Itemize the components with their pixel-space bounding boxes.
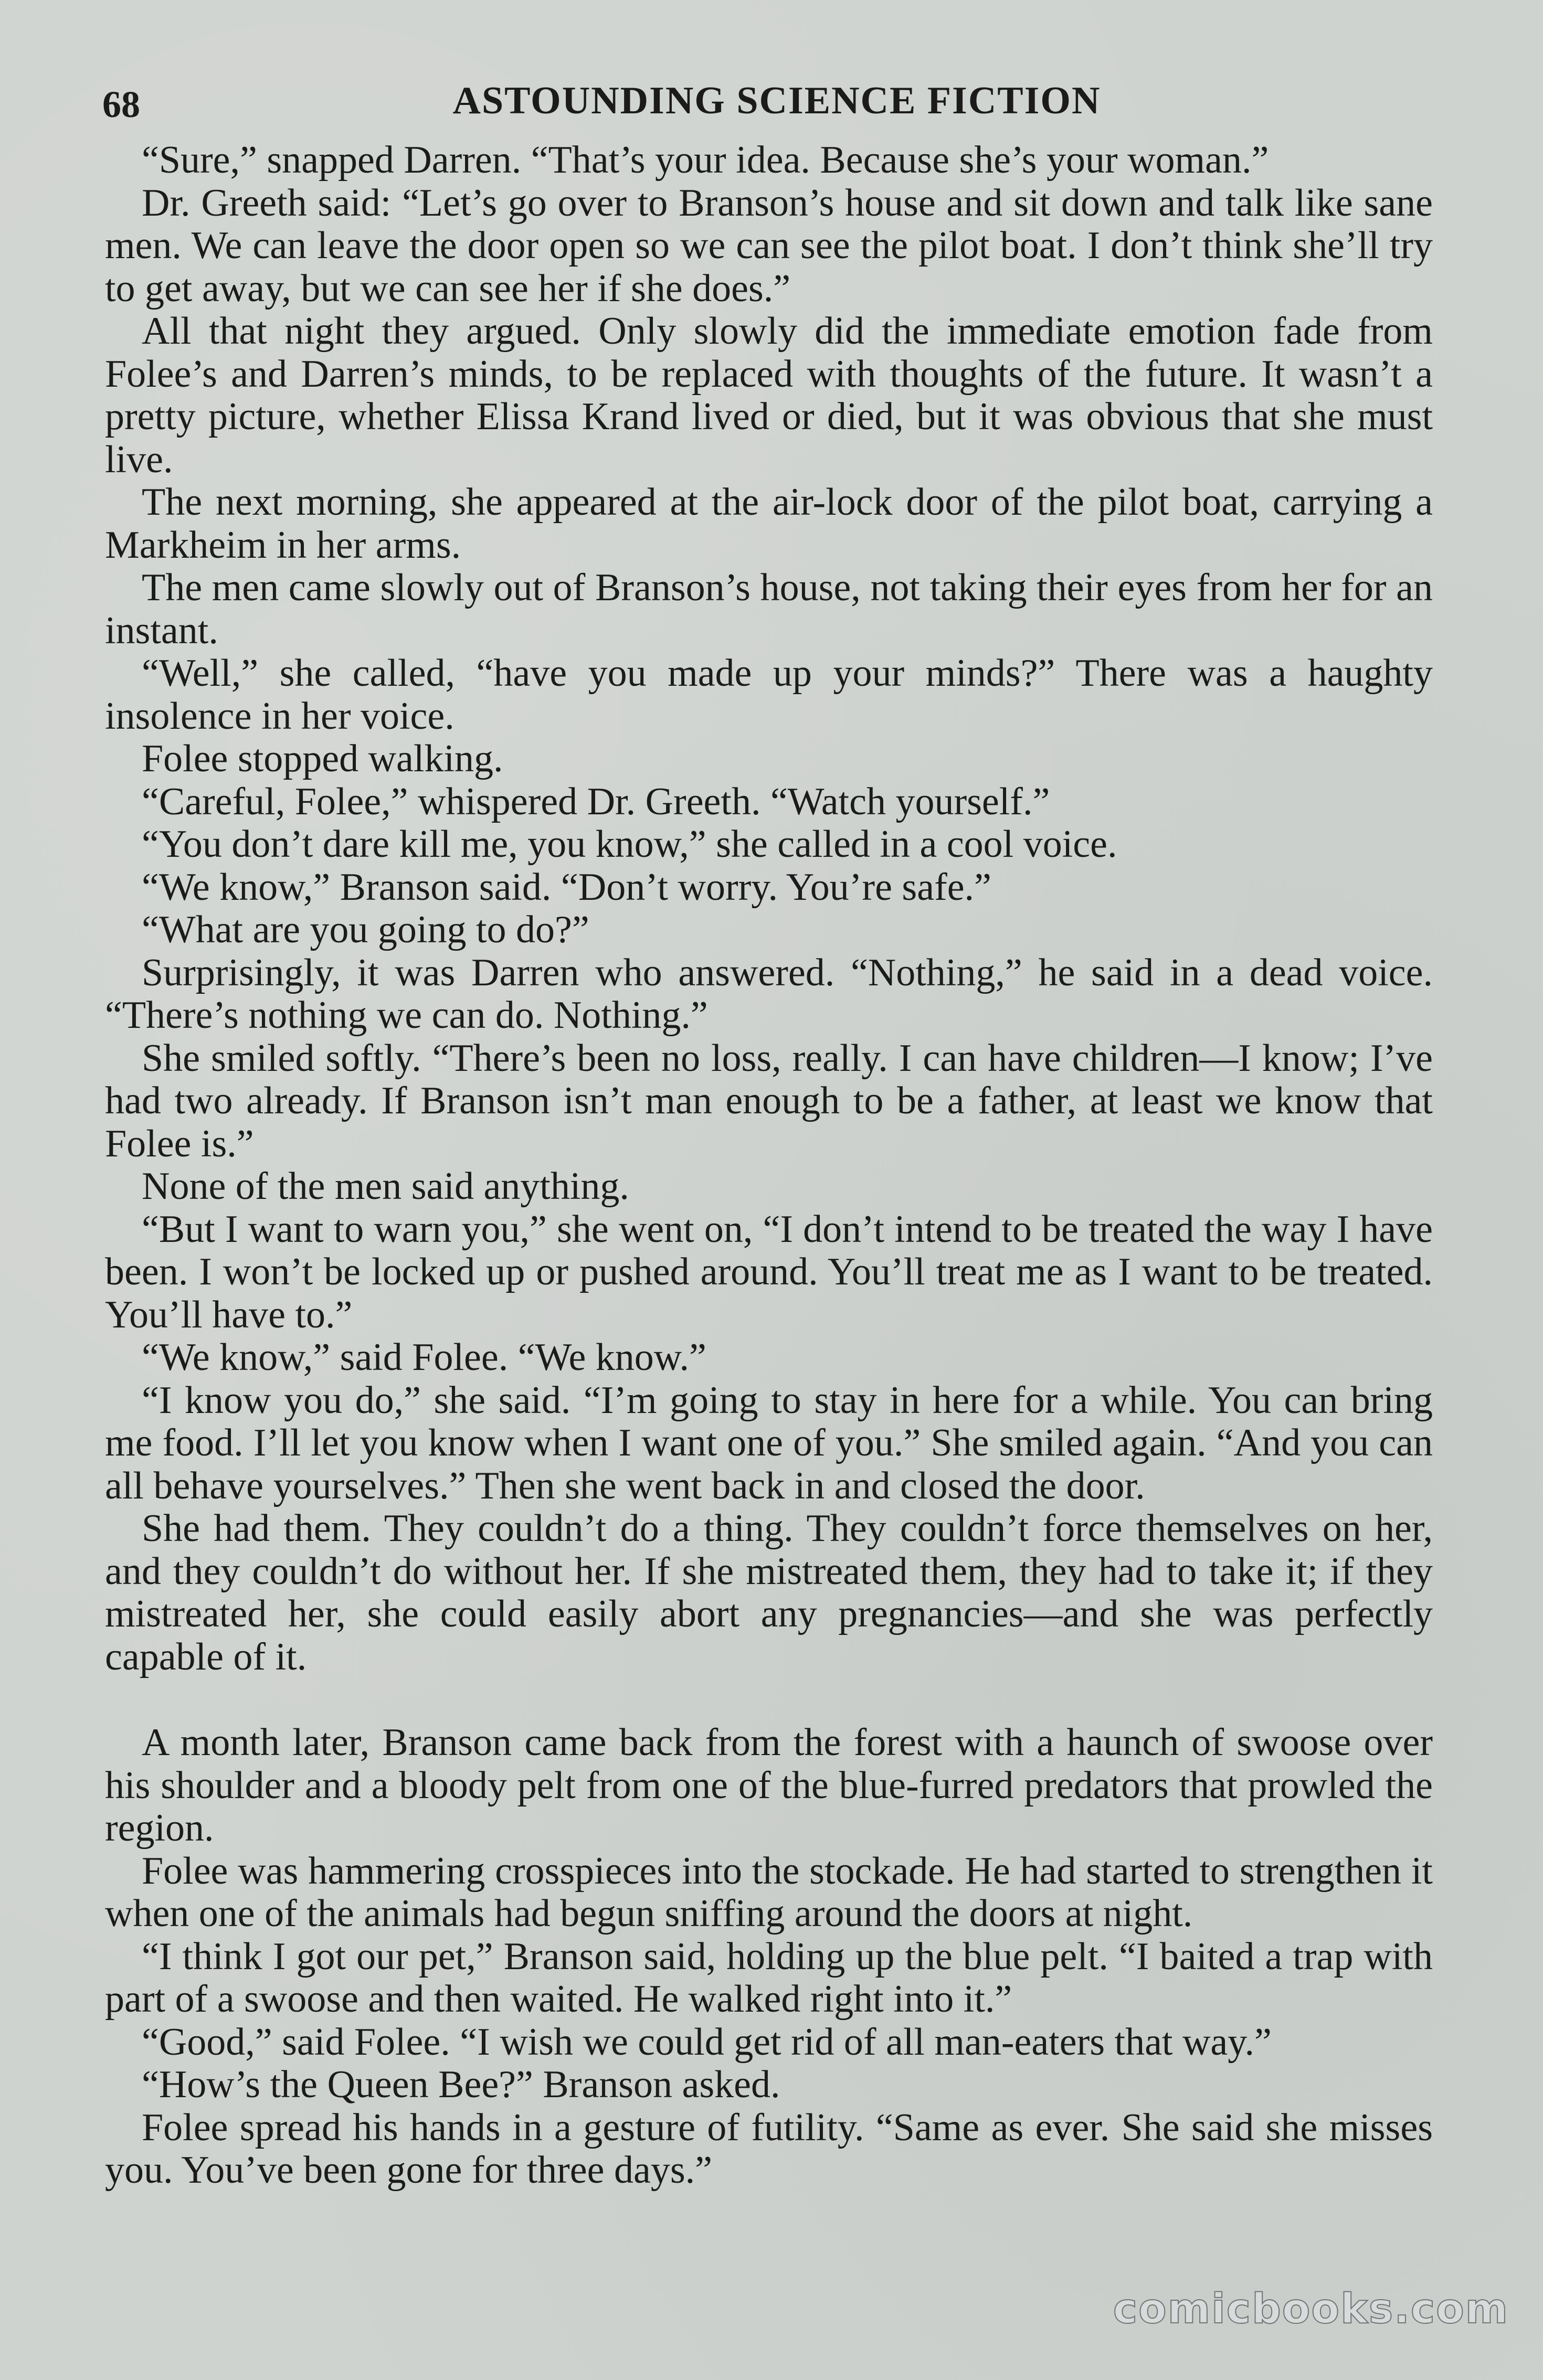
paragraph: The next morning, she appeared at the air-lock door of the pilot boat, carrying a Markheim in her arms. — [105, 481, 1433, 567]
paragraph: She smiled softly. “There’s been no loss, really. I can have children—I know; I’ve had two already. If Branson isn’t man enough to be a father, at least we know that Folee is.” — [105, 1036, 1433, 1165]
paragraph: “But I want to warn you,” she went on, “I don’t intend to be treated the way I have been. I won’t be locked up or pushed around. You’ll treat me as I want to be treated. You’ll have to.” — [105, 1207, 1433, 1336]
paragraph: Dr. Greeth said: “Let’s go over to Branson’s house and sit down and talk like sane men. We can leave the door open so we can see the pilot boat. I don’t think she’ll try to get away, but we can see her if she does.” — [105, 181, 1433, 310]
paragraph: All that night they argued. Only slowly did the immediate emotion fade from Folee’s and Darren’s minds, to be replaced with thoughts of the future. It wasn’t a pretty picture, whether Elissa Krand lived or died, but it was obvious that she must live. — [105, 310, 1433, 481]
paragraph: “What are you going to do?” — [142, 908, 589, 951]
page-header — [102, 79, 1451, 136]
paragraph: “Careful, Folee,” whispered Dr. Greeth. “Watch yourself.” — [142, 780, 1050, 823]
paragraph: Surprisingly, it was Darren who answered. “Nothing,” he said in a dead voice. “There’s nothing we can do. Nothing.” — [105, 951, 1433, 1037]
paragraph: “We know,” Branson said. “Don’t worry. You’re safe.” — [142, 865, 991, 909]
paragraph: “We know,” said Folee. “We know.” — [142, 1336, 706, 1379]
paragraph: “Sure,” snapped Darren. “That’s your idea. Because she’s your woman.” — [142, 139, 1269, 182]
paragraph: Folee was hammering crosspieces into the stockade. He had started to strengthen it when one of the animals had begun sniffing around the doors at night. — [105, 1849, 1433, 1935]
paragraph: “You don’t dare kill me, you know,” she called in a cool voice. — [142, 823, 1117, 866]
watermark-logo: comicbooks.com — [1113, 2286, 1509, 2333]
paragraph: Folee spread his hands in a gesture of futility. “Same as ever. She said she misses you. You’ve been gone for three days.” — [105, 2106, 1433, 2192]
paragraph: “Well,” she called, “have you made up your minds?” There was a haughty insolence in her voice. — [105, 652, 1433, 738]
page-number: 68 — [102, 83, 140, 125]
paragraph: “Good,” said Folee. “I wish we could get rid of all man-eaters that way.” — [142, 2020, 1272, 2064]
paragraph: “I know you do,” she said. “I’m going to stay in here for a while. You can bring me food. I’ll let you know when I want one of you.” She smiled again. “And you can all behave yourselves.” Then she went back in and closed the door. — [105, 1378, 1433, 1507]
paragraph: A month later, Branson came back from the forest with a haunch of swoose over his shoulder and a bloody pelt from one of the blue-furred predators that prowled the region. — [105, 1721, 1433, 1850]
body-text — [105, 139, 1433, 2192]
paragraph: None of the men said anything. — [142, 1165, 629, 1208]
running-title: ASTOUNDING SCIENCE FICTION — [452, 79, 1101, 122]
paragraph: She had them. They couldn’t do a thing. They couldn’t force themselves on her, and they couldn’t do without her. If she mistreated them, they had to take it; if they mistreated her, she could easily abort any pregnancies—and she was perfectly capable of it. — [105, 1507, 1433, 1678]
paragraph: “How’s the Queen Bee?” Branson asked. — [142, 2063, 780, 2106]
paragraph: “I think I got our pet,” Branson said, holding up the blue pelt. “I baited a trap with part of a swoose and then waited. He walked right into it.” — [105, 1935, 1433, 2021]
paragraph: Folee stopped walking. — [142, 737, 503, 780]
paragraph: The men came slowly out of Branson’s house, not taking their eyes from her for an instant. — [105, 566, 1433, 652]
